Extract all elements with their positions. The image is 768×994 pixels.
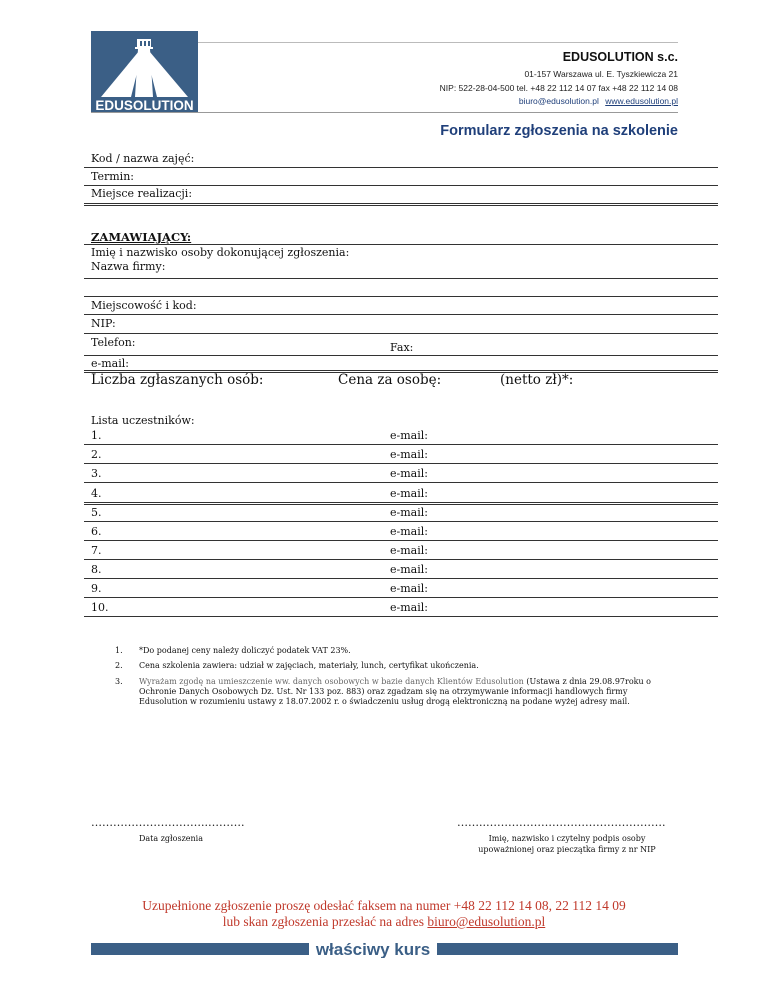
orderer-company-label: Nazwa firmy: <box>91 260 166 273</box>
orderer-heading-line <box>84 244 718 245</box>
participant-number: 9. <box>91 582 102 595</box>
participant-email-label: e-mail: <box>390 467 428 480</box>
company-phones: NIP: 522-28-04-500 tel. +48 22 112 14 07 fax +48 22 112 14 08 <box>439 83 678 93</box>
footer-email-instruction <box>0 914 768 930</box>
footer-email-prefix: lub skan zgłoszenia przesłać na adres <box>222 914 428 929</box>
participant-row-line[interactable] <box>84 502 718 505</box>
participant-number: 5. <box>91 506 102 519</box>
orderer-fax-label: Fax: <box>390 341 414 354</box>
price-per-person-label: Cena za osobę: <box>338 372 442 388</box>
orderer-city-line[interactable] <box>84 314 718 315</box>
course-code-line[interactable] <box>84 167 718 168</box>
note-number: 2. <box>115 661 123 670</box>
participant-row-line[interactable] <box>84 540 718 541</box>
participants-count-label: Liczba zgłaszanych osób: <box>91 372 264 388</box>
participant-row-line[interactable] <box>84 616 718 617</box>
participant-number: 1. <box>91 429 102 442</box>
participant-number: 4. <box>91 487 102 500</box>
note-consent <box>139 677 659 707</box>
authorized-caption-1: Imię, nazwisko i czytelny podpis osoby <box>488 834 646 843</box>
course-code-label: Kod / nazwa zajęć: <box>91 152 195 165</box>
orderer-nip-line[interactable] <box>84 333 718 334</box>
date-signature-line[interactable]: …………………………..………. <box>91 816 245 829</box>
orderer-city-label: Miejscowość i kod: <box>91 299 197 312</box>
note-consent-rest: (Ustawa z dnia 29.08.97roku o Ochronie Danych Osobowych Dz. Ust. Nr 133 poz. 883) oraz zgadzam się na otrzymywanie informacji handlowych firmy Edusolution w rozumieniu ustawy z 18.07.2002 r. o świadczeniu usług drogą elektroniczną na podane wyżej adresy mail. <box>139 677 651 706</box>
note-price-includes: Cena szkolenia zawiera: udział w zajęciach, materiały, lunch, certyfikat ukończenia. <box>139 661 479 670</box>
net-price-label: (netto zł)*: <box>500 372 574 388</box>
orderer-nip-label: NIP: <box>91 317 116 330</box>
form-title: Formularz zgłoszenia na szkolenie <box>440 123 678 139</box>
orderer-person-label: Imię i nazwisko osoby dokonującej zgłoszenia: <box>91 246 350 259</box>
participant-number: 7. <box>91 544 102 557</box>
slogan-text: właściwy kurs <box>315 940 431 958</box>
participant-row-line[interactable] <box>84 444 718 445</box>
company-website[interactable]: www.edusolution.pl <box>605 96 678 106</box>
participant-row-line[interactable] <box>84 482 718 483</box>
orderer-phone-line[interactable] <box>84 355 718 356</box>
header-rule <box>91 112 678 113</box>
participant-row-line[interactable] <box>84 578 718 579</box>
participant-row-line[interactable] <box>84 521 718 522</box>
orderer-heading: ZAMAWIAJĄCY: <box>91 230 192 244</box>
participant-row-line[interactable] <box>84 463 718 464</box>
orderer-phone-label: Telefon: <box>91 336 136 349</box>
participant-email-label: e-mail: <box>390 429 428 442</box>
authorized-signature-line[interactable]: ……..…………………………………………. <box>457 816 666 829</box>
company-contacts <box>519 96 678 106</box>
note-consent-intro: Wyrażam zgodę na umieszczenie ww. danych osobowych w bazie danych Klientów Edusolution <box>139 677 524 686</box>
summary-line <box>84 370 718 373</box>
orderer-company-line[interactable] <box>84 278 718 279</box>
participant-number: 10. <box>91 601 109 614</box>
participant-row-line[interactable] <box>84 559 718 560</box>
participant-email-label: e-mail: <box>390 506 428 519</box>
participant-email-label: e-mail: <box>390 582 428 595</box>
footer-fax-instruction: Uzupełnione zgłoszenie proszę odesłać faksem na numer +48 22 112 14 08, 22 112 14 09 <box>142 898 626 913</box>
participant-email-label: e-mail: <box>390 563 428 576</box>
orderer-email-label: e-mail: <box>91 357 129 370</box>
participant-email-label: e-mail: <box>390 487 428 500</box>
participant-email-label: e-mail: <box>390 448 428 461</box>
course-place-label: Miejsce realizacji: <box>91 187 193 200</box>
participant-number: 8. <box>91 563 102 576</box>
note-number: 3. <box>115 677 123 686</box>
participant-email-label: e-mail: <box>390 544 428 557</box>
company-email[interactable]: biuro@edusolution.pl <box>518 96 599 106</box>
logo-text: EDUSOLUTION <box>95 98 194 113</box>
participant-email-label: e-mail: <box>390 525 428 538</box>
orderer-company-line-2[interactable] <box>84 296 718 297</box>
authorized-caption-2: upoważnionej oraz pieczątka firmy z nr NIP <box>478 845 656 854</box>
course-place-line[interactable] <box>84 203 718 206</box>
note-number: 1. <box>115 646 123 655</box>
note-vat: *Do podanej ceny należy doliczyć podatek VAT 23%. <box>139 646 351 655</box>
participant-number: 3. <box>91 467 102 480</box>
edusolution-logo <box>91 31 198 113</box>
participants-heading: Lista uczestników: <box>91 414 195 427</box>
participant-number: 6. <box>91 525 102 538</box>
course-date-label: Termin: <box>91 170 134 183</box>
company-address: 01-157 Warszawa ul. E. Tyszkiewicza 21 <box>524 69 678 79</box>
slogan-bar <box>91 940 678 958</box>
date-caption: Data zgłoszenia <box>139 834 203 843</box>
participant-row-line[interactable] <box>84 597 718 598</box>
company-name: EDUSOLUTION s.c. <box>562 50 678 64</box>
footer-email-link[interactable]: biuro@edusolution.pl <box>427 914 546 929</box>
participant-number: 2. <box>91 448 102 461</box>
course-date-line[interactable] <box>84 185 718 186</box>
participant-email-label: e-mail: <box>390 601 428 614</box>
